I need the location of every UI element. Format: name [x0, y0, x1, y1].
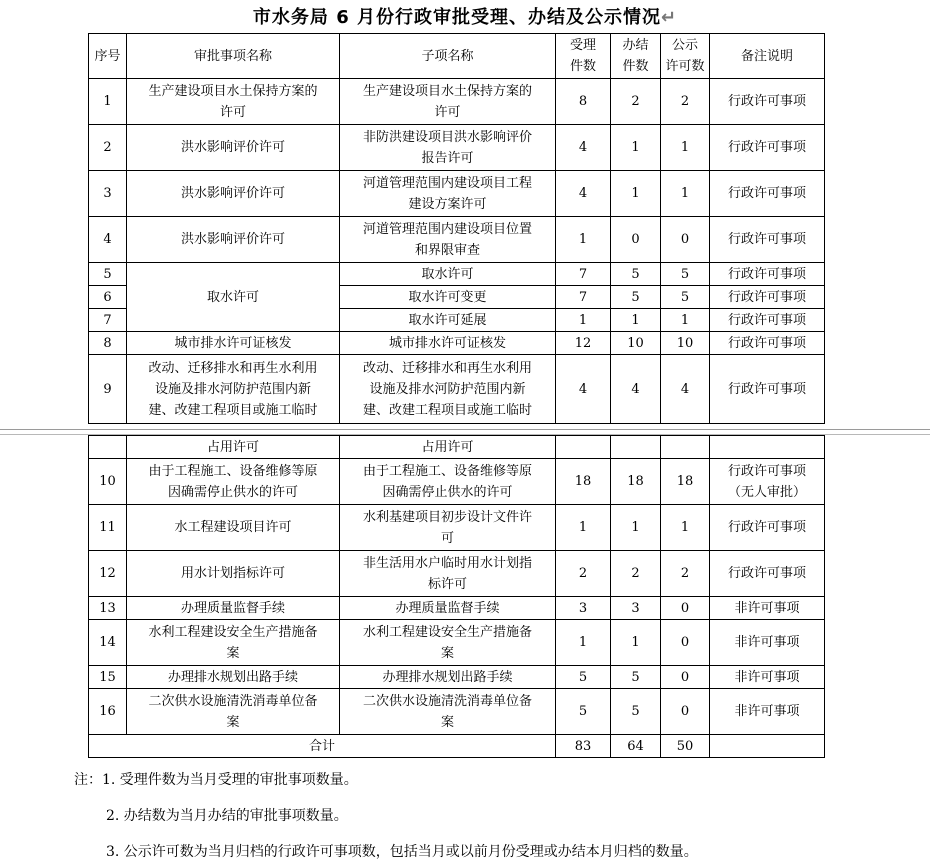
row-published: 4 [661, 355, 710, 424]
row-completed: 4 [611, 355, 661, 424]
row-completed: 1 [611, 309, 661, 332]
row-item: 洪水影响评价许可 [127, 125, 340, 171]
row-seq: 14 [89, 620, 127, 666]
total-accepted: 83 [556, 735, 611, 758]
row-completed: 2 [611, 79, 661, 125]
row-accepted: 1 [556, 217, 611, 263]
row-sub: 水利基建项目初步设计文件许 可 [340, 505, 556, 551]
note-1: 注：1. 受理件数为当月受理的审批事项数量。 [74, 772, 358, 788]
row-accepted: 5 [556, 689, 611, 735]
row-seq: 2 [89, 125, 127, 171]
row-completed: 0 [611, 217, 661, 263]
table-row [89, 436, 825, 459]
row-item: 城市排水许可证核发 [127, 332, 340, 355]
table-row [89, 689, 825, 735]
row-item: 由于工程施工、设备维修等原 因确需停止供水的许可 [127, 459, 340, 505]
header-remark: 备注说明 [710, 34, 825, 79]
row-sub: 由于工程施工、设备维修等原 因确需停止供水的许可 [340, 459, 556, 505]
table-row [89, 263, 825, 286]
row-published: 5 [661, 286, 710, 309]
row-published: 10 [661, 332, 710, 355]
row-published [661, 436, 710, 459]
row-remark: 非许可事项 [710, 666, 825, 689]
row-published: 0 [661, 620, 710, 666]
row-accepted: 3 [556, 597, 611, 620]
row-published: 5 [661, 263, 710, 286]
row-seq: 10 [89, 459, 127, 505]
row-sub: 河道管理范围内建设项目工程 建设方案许可 [340, 171, 556, 217]
row-sub: 办理质量监督手续 [340, 597, 556, 620]
paragraph-mark: ↵ [660, 7, 678, 28]
row-accepted: 1 [556, 505, 611, 551]
row-published: 0 [661, 666, 710, 689]
row-completed [611, 436, 661, 459]
table-row [89, 459, 825, 505]
row-item: 水工程建设项目许可 [127, 505, 340, 551]
row-sub: 河道管理范围内建设项目位置 和界限审查 [340, 217, 556, 263]
note-3: 3. 公示许可数为当月归档的行政许可事项数，包括当月或以前月份受理或办结本月归档的数量。 [106, 844, 698, 860]
row-item: 占用许可 [127, 436, 340, 459]
row-remark: 行政许可事项 [710, 505, 825, 551]
row-item: 改动、迁移排水和再生水利用 设施及排水河防护范围内新 建、改建工程项目或施工临时 [127, 355, 340, 424]
row-remark: 行政许可事项 [710, 309, 825, 332]
row-seq [89, 436, 127, 459]
row-remark: 非许可事项 [710, 620, 825, 666]
row-remark: 行政许可事项 [710, 171, 825, 217]
document-title: 市水务局 6 月份行政审批受理、办结及公示情况↵ [252, 7, 678, 28]
row-accepted: 1 [556, 620, 611, 666]
header-seq: 序号 [89, 34, 127, 79]
row-item: 洪水影响评价许可 [127, 217, 340, 263]
table-row [89, 332, 825, 355]
row-published: 1 [661, 125, 710, 171]
row-accepted [556, 436, 611, 459]
row-published: 18 [661, 459, 710, 505]
row-item: 办理排水规划出路手续 [127, 666, 340, 689]
row-published: 1 [661, 309, 710, 332]
row-accepted: 8 [556, 79, 611, 125]
header-item-name: 审批事项名称 [127, 34, 340, 79]
row-completed: 10 [611, 332, 661, 355]
row-accepted: 18 [556, 459, 611, 505]
row-accepted: 4 [556, 125, 611, 171]
row-published: 0 [661, 217, 710, 263]
row-completed: 5 [611, 689, 661, 735]
row-published: 1 [661, 171, 710, 217]
row-accepted: 12 [556, 332, 611, 355]
row-sub: 水利工程建设安全生产措施备 案 [340, 620, 556, 666]
approval-table-part-2 [88, 435, 825, 758]
row-sub: 占用许可 [340, 436, 556, 459]
row-seq: 3 [89, 171, 127, 217]
row-sub: 非生活用水户临时用水计划指 标许可 [340, 551, 556, 597]
table-row [89, 79, 825, 125]
total-label: 合计 [89, 735, 556, 758]
row-completed: 5 [611, 263, 661, 286]
row-sub: 取水许可延展 [340, 309, 556, 332]
row-seq: 6 [89, 286, 127, 309]
total-published: 50 [661, 735, 710, 758]
table-row [89, 217, 825, 263]
row-seq: 15 [89, 666, 127, 689]
row-seq: 16 [89, 689, 127, 735]
table-row [89, 125, 825, 171]
table-row [89, 355, 825, 424]
total-remark [710, 735, 825, 758]
row-accepted: 5 [556, 666, 611, 689]
row-remark: 行政许可事项 [710, 263, 825, 286]
row-item: 办理质量监督手续 [127, 597, 340, 620]
row-seq: 13 [89, 597, 127, 620]
row-accepted: 1 [556, 309, 611, 332]
row-sub: 非防洪建设项目洪水影响评价 报告许可 [340, 125, 556, 171]
row-seq: 1 [89, 79, 127, 125]
row-remark: 行政许可事项 （无人审批） [710, 459, 825, 505]
row-remark: 非许可事项 [710, 689, 825, 735]
row-remark: 行政许可事项 [710, 79, 825, 125]
row-completed: 1 [611, 171, 661, 217]
table-row [89, 171, 825, 217]
row-item: 二次供水设施清洗消毒单位备 案 [127, 689, 340, 735]
row-completed: 5 [611, 286, 661, 309]
row-accepted: 2 [556, 551, 611, 597]
row-seq: 4 [89, 217, 127, 263]
row-remark: 行政许可事项 [710, 217, 825, 263]
row-sub: 改动、迁移排水和再生水利用 设施及排水河防护范围内新 建、改建工程项目或施工临时 [340, 355, 556, 424]
row-sub: 二次供水设施清洗消毒单位备 案 [340, 689, 556, 735]
row-accepted: 4 [556, 171, 611, 217]
header-accepted: 受理 件数 [556, 34, 611, 79]
row-published: 2 [661, 79, 710, 125]
row-published: 2 [661, 551, 710, 597]
row-remark: 非许可事项 [710, 597, 825, 620]
row-remark: 行政许可事项 [710, 286, 825, 309]
row-item: 生产建设项目水土保持方案的 许可 [127, 79, 340, 125]
row-completed: 1 [611, 505, 661, 551]
row-completed: 1 [611, 125, 661, 171]
row-seq: 11 [89, 505, 127, 551]
approval-table-part-1 [88, 33, 825, 424]
row-seq: 7 [89, 309, 127, 332]
row-sub: 城市排水许可证核发 [340, 332, 556, 355]
row-item: 取水许可 [127, 263, 340, 332]
row-seq: 12 [89, 551, 127, 597]
row-remark: 行政许可事项 [710, 355, 825, 424]
row-remark: 行政许可事项 [710, 125, 825, 171]
row-sub: 取水许可 [340, 263, 556, 286]
row-completed: 3 [611, 597, 661, 620]
row-completed: 5 [611, 666, 661, 689]
row-published: 0 [661, 689, 710, 735]
row-seq: 8 [89, 332, 127, 355]
row-item: 用水计划指标许可 [127, 551, 340, 597]
table-header-row [89, 34, 825, 79]
table-row [89, 620, 825, 666]
row-completed: 1 [611, 620, 661, 666]
row-seq: 9 [89, 355, 127, 424]
row-remark: 行政许可事项 [710, 332, 825, 355]
table-row [89, 597, 825, 620]
row-completed: 18 [611, 459, 661, 505]
row-seq: 5 [89, 263, 127, 286]
total-completed: 64 [611, 735, 661, 758]
row-published: 0 [661, 597, 710, 620]
header-published: 公示 许可数 [661, 34, 710, 79]
row-item: 水利工程建设安全生产措施备 案 [127, 620, 340, 666]
header-sub-name: 子项名称 [340, 34, 556, 79]
row-sub: 取水许可变更 [340, 286, 556, 309]
table-row [89, 666, 825, 689]
row-item: 洪水影响评价许可 [127, 171, 340, 217]
row-accepted: 4 [556, 355, 611, 424]
note-2: 2. 办结数为当月办结的审批事项数量。 [106, 808, 348, 824]
header-completed: 办结 件数 [611, 34, 661, 79]
row-remark: 行政许可事项 [710, 551, 825, 597]
table-row [89, 551, 825, 597]
table-row [89, 505, 825, 551]
row-completed: 2 [611, 551, 661, 597]
row-accepted: 7 [556, 286, 611, 309]
row-published: 1 [661, 505, 710, 551]
row-sub: 办理排水规划出路手续 [340, 666, 556, 689]
row-sub: 生产建设项目水土保持方案的 许可 [340, 79, 556, 125]
total-row [89, 735, 825, 758]
row-accepted: 7 [556, 263, 611, 286]
row-remark [710, 436, 825, 459]
